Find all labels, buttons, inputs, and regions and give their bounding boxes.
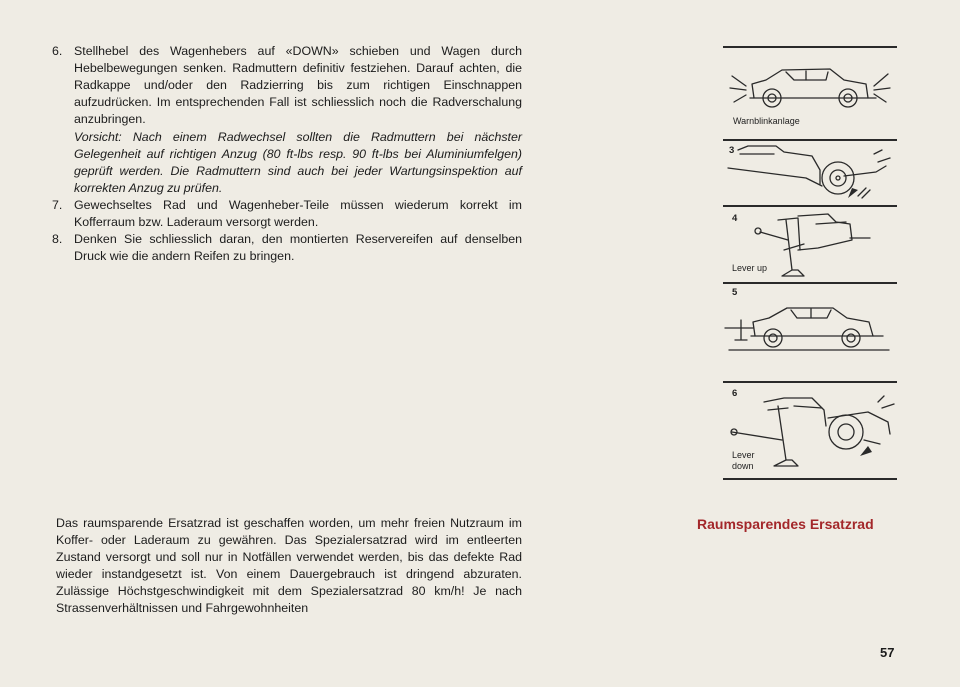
step-body: [74, 197, 522, 231]
hazard-car-illustration: [728, 62, 892, 112]
spare-wheel-intro: Das raumsparende Ersatzrad ist geschaffen worden, um mehr freien Nutzraum im Koffer- oder Laderaum zu gewähren. Das Spezialersatzrad wird im entleerten Zustand versorgt und soll nur in Notfällen verwendet werden, bis das defekte Rad wieder instandgesetzt ist. Von einem Dauergebrauch ist dringend abzuraten. Zulässige Höchstgeschwindigkeit mit dem Spezialersatzrad 80 km/h! Je nach Strassenverhältnissen und Fahrgewohnheiten: [56, 516, 522, 615]
figure-number: 3: [729, 145, 735, 156]
figure-divider: [723, 381, 897, 383]
figure-divider: [723, 478, 897, 480]
loosen-wheel-nuts-illustration: [726, 142, 896, 200]
figure-divider: [723, 139, 897, 141]
step-body: [74, 231, 522, 265]
car-on-jack-illustration: [723, 300, 891, 356]
page-number: 57: [880, 645, 895, 660]
figure-caption: down: [732, 461, 754, 471]
section-title: Raumsparendes Ersatzrad: [697, 516, 874, 532]
figure-number: 4: [732, 213, 738, 224]
step-number: 8.: [52, 232, 63, 246]
figure-divider: [723, 282, 897, 284]
step-text: Stellhebel des Wagenhebers auf «DOWN» schieben und Wagen durch Hebelbewegungen senken. Radmuttern definitiv festziehen. Darauf achten, die Radkappe und/oder den Radzierring bis zum richtigen Einschnappen aufzudrücken. Im entsprechenden Fall ist schliesslich noch die Radverschalung anzubringen.: [74, 44, 522, 126]
caution-note: Vorsicht: Nach einem Radwechsel sollten die Radmuttern bei nächster Gelegenheit auf richtigen Anzug (80 ft-lbs resp. 90 ft-lbs bei Aluminiumfelgen) geprüft werden. Die Radmuttern sind auch bei jeder Wartungsinspektion auf korrekten Anzug zu prüfen.: [74, 130, 522, 195]
step-number: 7.: [52, 198, 63, 212]
step-number: 6.: [52, 44, 63, 58]
figure-number: 5: [732, 287, 738, 298]
figure-caption: Warnblinkanlage: [733, 116, 800, 126]
step-text: Gewechseltes Rad und Wagenheber-Teile müssen wiederum korrekt im Kofferraum bzw. Laderaum versorgt werden.: [74, 198, 522, 229]
step-8: [52, 231, 522, 265]
step-body: [74, 43, 522, 197]
figure-number: 6: [732, 388, 738, 399]
step-6: [52, 43, 522, 197]
step-7: [52, 197, 522, 231]
step-text: Denken Sie schliesslich daran, den montierten Reservereifen auf denselben Druck wie die andern Reifen zu bringen.: [74, 232, 522, 263]
figure-divider: [723, 205, 897, 207]
figure-caption: Lever up: [732, 263, 768, 273]
instruction-steps: [52, 43, 522, 265]
figure-caption: Lever: [732, 450, 755, 460]
figure-divider: [723, 46, 897, 48]
